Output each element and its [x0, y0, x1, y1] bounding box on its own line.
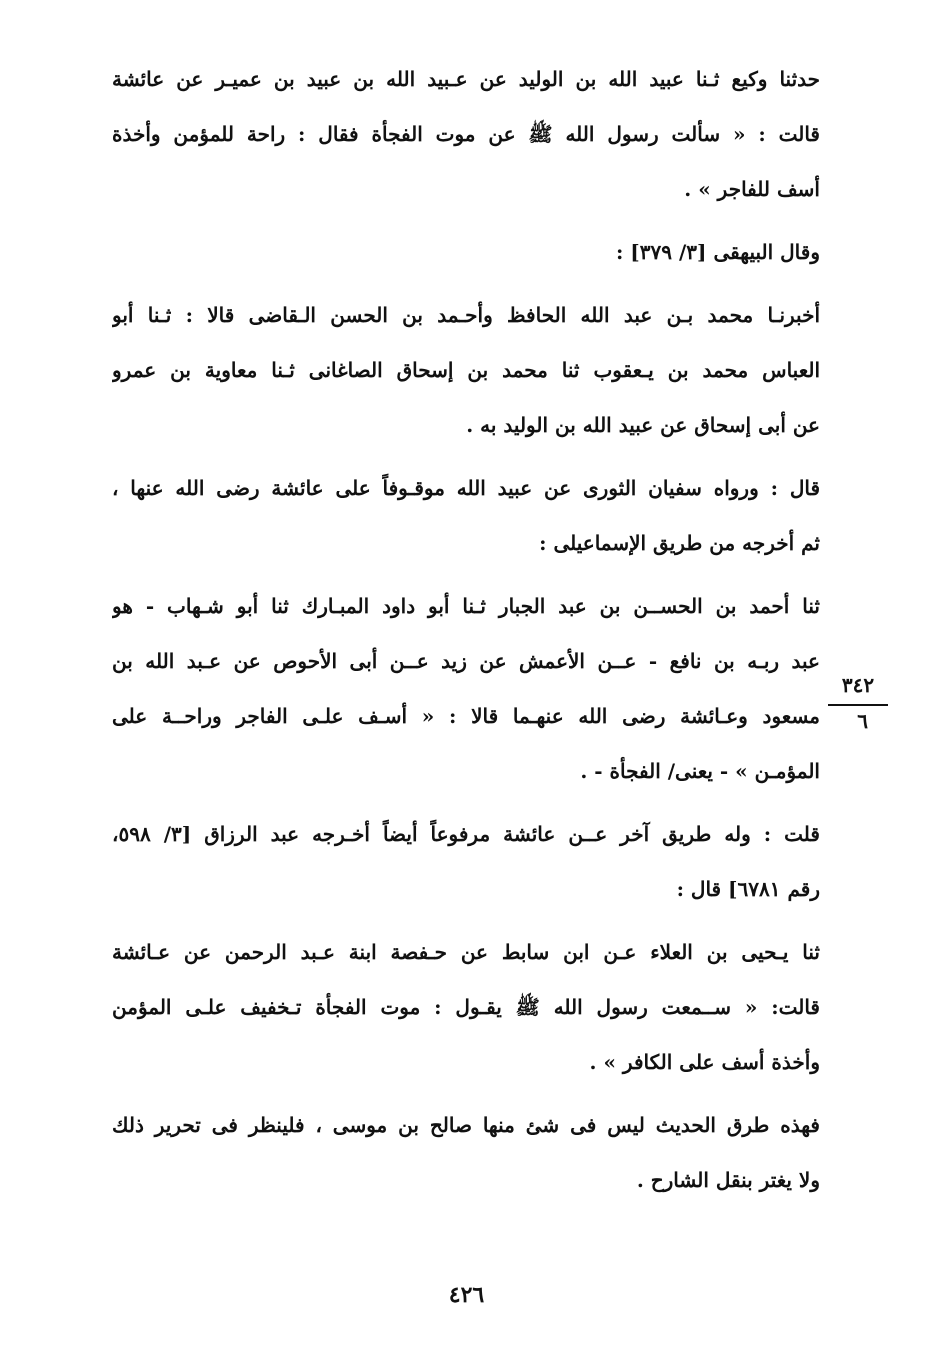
text-line: قال : ورواه سفيان الثورى عن عبيد الله موقـوفاً على عائشة رضى الله عنها ،	[112, 476, 820, 500]
paragraph-ismaili-isnad	[112, 579, 820, 799]
text-line: مسعود وعـائشة رضى الله عنهـما قالا : « أسـف علـى الفاجر وراحــة على	[112, 704, 820, 728]
text-line: أخبرنـا محمد بـن عبد الله الحافظ وأحـمد بن الحسن الـقاضى قالا : ثـنا أبو	[112, 303, 820, 327]
paragraph-conclusion	[112, 1098, 820, 1208]
paragraph-bayhaqi-citation	[112, 225, 820, 280]
text-line: ولا يغتر بنقل الشارح .	[636, 1168, 820, 1192]
text-line: ثم أخرجه من طريق الإسماعيلى :	[539, 531, 820, 555]
text-line: العباس محمد بن يـعقوب ثنا محمد بن إسحاق الصاغانى ثـنا معاوية بن عمرو	[112, 358, 820, 382]
text-line: رقم ٦٧٨١] قال :	[676, 877, 820, 901]
margin-ref-divider	[828, 704, 888, 706]
text-line: قالت: « ســمعت رسول الله ﷺ يقـول : موت الفجأة تـخفيف علـى المؤمن	[112, 995, 820, 1019]
text-line: المؤمـن » - يعنى/ الفجأة - .	[580, 759, 820, 783]
margin-ref-volume-page: ٣٤٢	[841, 673, 875, 697]
paragraph-hadith-waki	[112, 52, 820, 217]
text-line: قالت : « سألت رسول الله ﷺ عن موت الفجأة فقال : راحة للمؤمن وأخذة	[112, 122, 820, 146]
text-line: عن أبى إسحاق عن عبيد الله بن الوليد به .	[466, 413, 820, 437]
page-number: ٤٢٦	[448, 1282, 485, 1308]
paragraph-bayhaqi-isnad	[112, 288, 820, 453]
paragraph-thawri-mawquf	[112, 461, 820, 571]
text-line: عبد ربـه بن نافع - عــن الأعمش عن زيد عــن أبى الأحوص عن عـبد الله بن	[112, 649, 820, 673]
text-line: فهذه طرق الحديث ليس فى شئ منها صالح بن موسى ، فلينظر فى تحرير ذلك	[112, 1113, 820, 1137]
margin-page-reference	[828, 672, 888, 732]
paragraph-abdul-razzaq	[112, 807, 820, 917]
text-line: ثنا أحمد بن الحســن بن عبد الجبار ثـنا أبو داود المبـارك ثنا أبو شـهاب - هو	[112, 594, 820, 618]
paragraph-abdul-razzaq-isnad	[112, 925, 820, 1090]
text-line: وأخذة أسف على الكافر » .	[589, 1050, 820, 1074]
text-line: حدثنا وكيع ثـنا عبيد الله بن الوليد عن عـبيد الله بن عبيد بن عميـر عن عائشة	[112, 67, 820, 91]
margin-ref-part: ٦	[857, 709, 868, 733]
body-text	[112, 52, 820, 1208]
text-line: أسف للفاجر » .	[684, 177, 820, 201]
text-line: ثنا يـحيى بن العلاء عـن ابن سابط عن حـفصة ابنة عـبد الرحمن عن عـائشة	[112, 940, 820, 964]
text-line: وقال البيهقى [٣/ ٣٧٩] :	[615, 240, 820, 264]
text-line: قلت : وله طريق آخر عــن عائشة مرفوعاً أيضاً أخـرجه عبد الرزاق [٣/ ٥٩٨،	[112, 822, 820, 846]
